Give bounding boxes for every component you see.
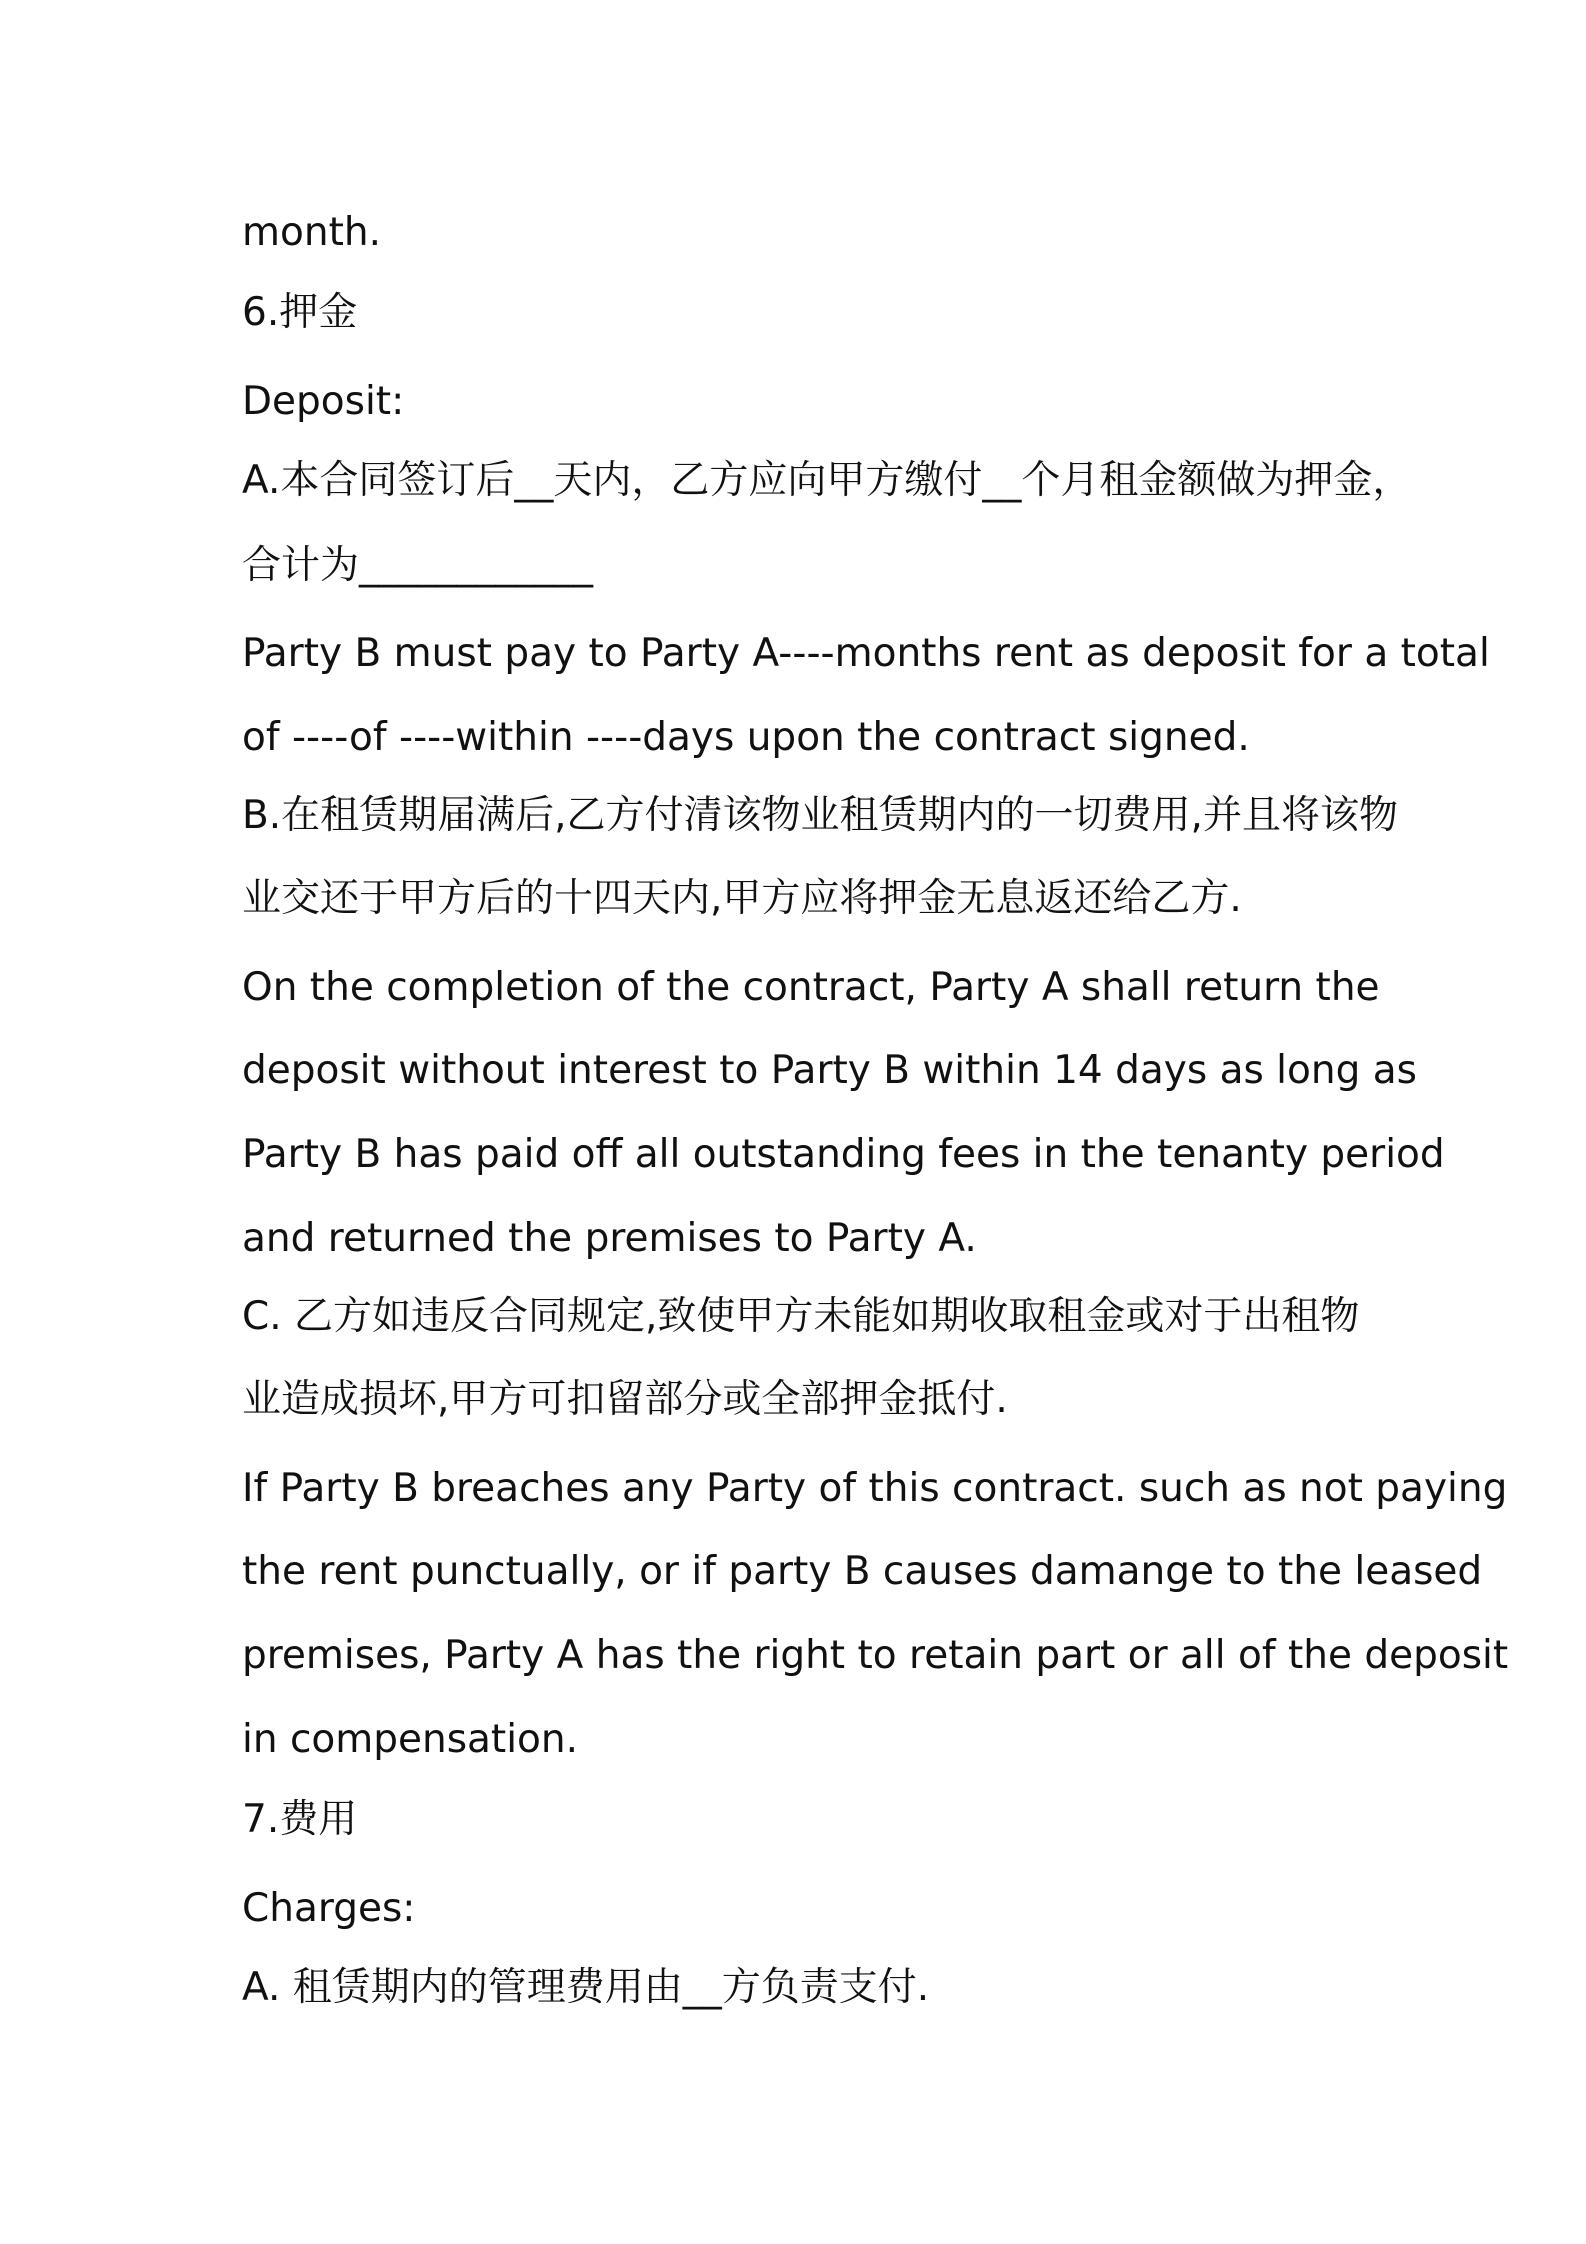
clause-c-english-line: in compensation. (242, 1717, 579, 1762)
section-heading-english: Charges: (242, 1886, 416, 1931)
clause-b-chinese-line: B.在租赁期届满后,乙方付清该物业租赁期内的一切费用,并且将该物 (242, 793, 1398, 838)
clause-b-english-line: and returned the premises to Party A. (242, 1216, 977, 1261)
section-heading-english: Deposit: (242, 379, 405, 424)
clause-a-chinese-line: A. 租赁期内的管理费用由__方负责支付. (242, 1965, 930, 2010)
clause-a-chinese-line: 合计为____________ (242, 543, 594, 588)
clause-b-english-line: On the completion of the contract, Party A shall return the (242, 965, 1380, 1010)
clause-c-chinese-line: C. 乙方如违反合同规定,致使甲方未能如期收取租金或对于出租物 (242, 1294, 1360, 1339)
clause-a-chinese-line: A.本合同签订后__天内，乙方应向甲方缴付__个月租金额做为押金， (242, 458, 1412, 503)
clause-c-english-line: premises, Party A has the right to retain part or all of the deposit (242, 1633, 1509, 1678)
section-heading: 7.费用 (242, 1797, 358, 1842)
clause-b-english-line: deposit without interest to Party B within 14 days as long as (242, 1048, 1417, 1093)
clause-c-english-line: the rent punctually, or if party B causes damange to the leased (242, 1549, 1483, 1594)
document-page (242, 0, 1509, 2244)
clause-a-english-line: Party B must pay to Party A----months rent as deposit for a total (242, 631, 1490, 676)
clause-b-english-line: Party B has paid off all outstanding fees in the tenanty period (242, 1132, 1445, 1177)
clause-b-chinese-line: 业交还于甲方后的十四天内,甲方应将押金无息返还给乙方. (242, 876, 1242, 921)
section-heading: 6.押金 (242, 290, 358, 335)
clause-a-english-line: of ----of ----within ----days upon the contract signed. (242, 715, 1250, 760)
clause-c-english-line: If Party B breaches any Party of this contract. such as not paying (242, 1466, 1508, 1511)
clause-c-chinese-line: 业造成损坏,甲方可扣留部分或全部押金抵付. (242, 1377, 1008, 1422)
text-line: month. (242, 210, 381, 255)
